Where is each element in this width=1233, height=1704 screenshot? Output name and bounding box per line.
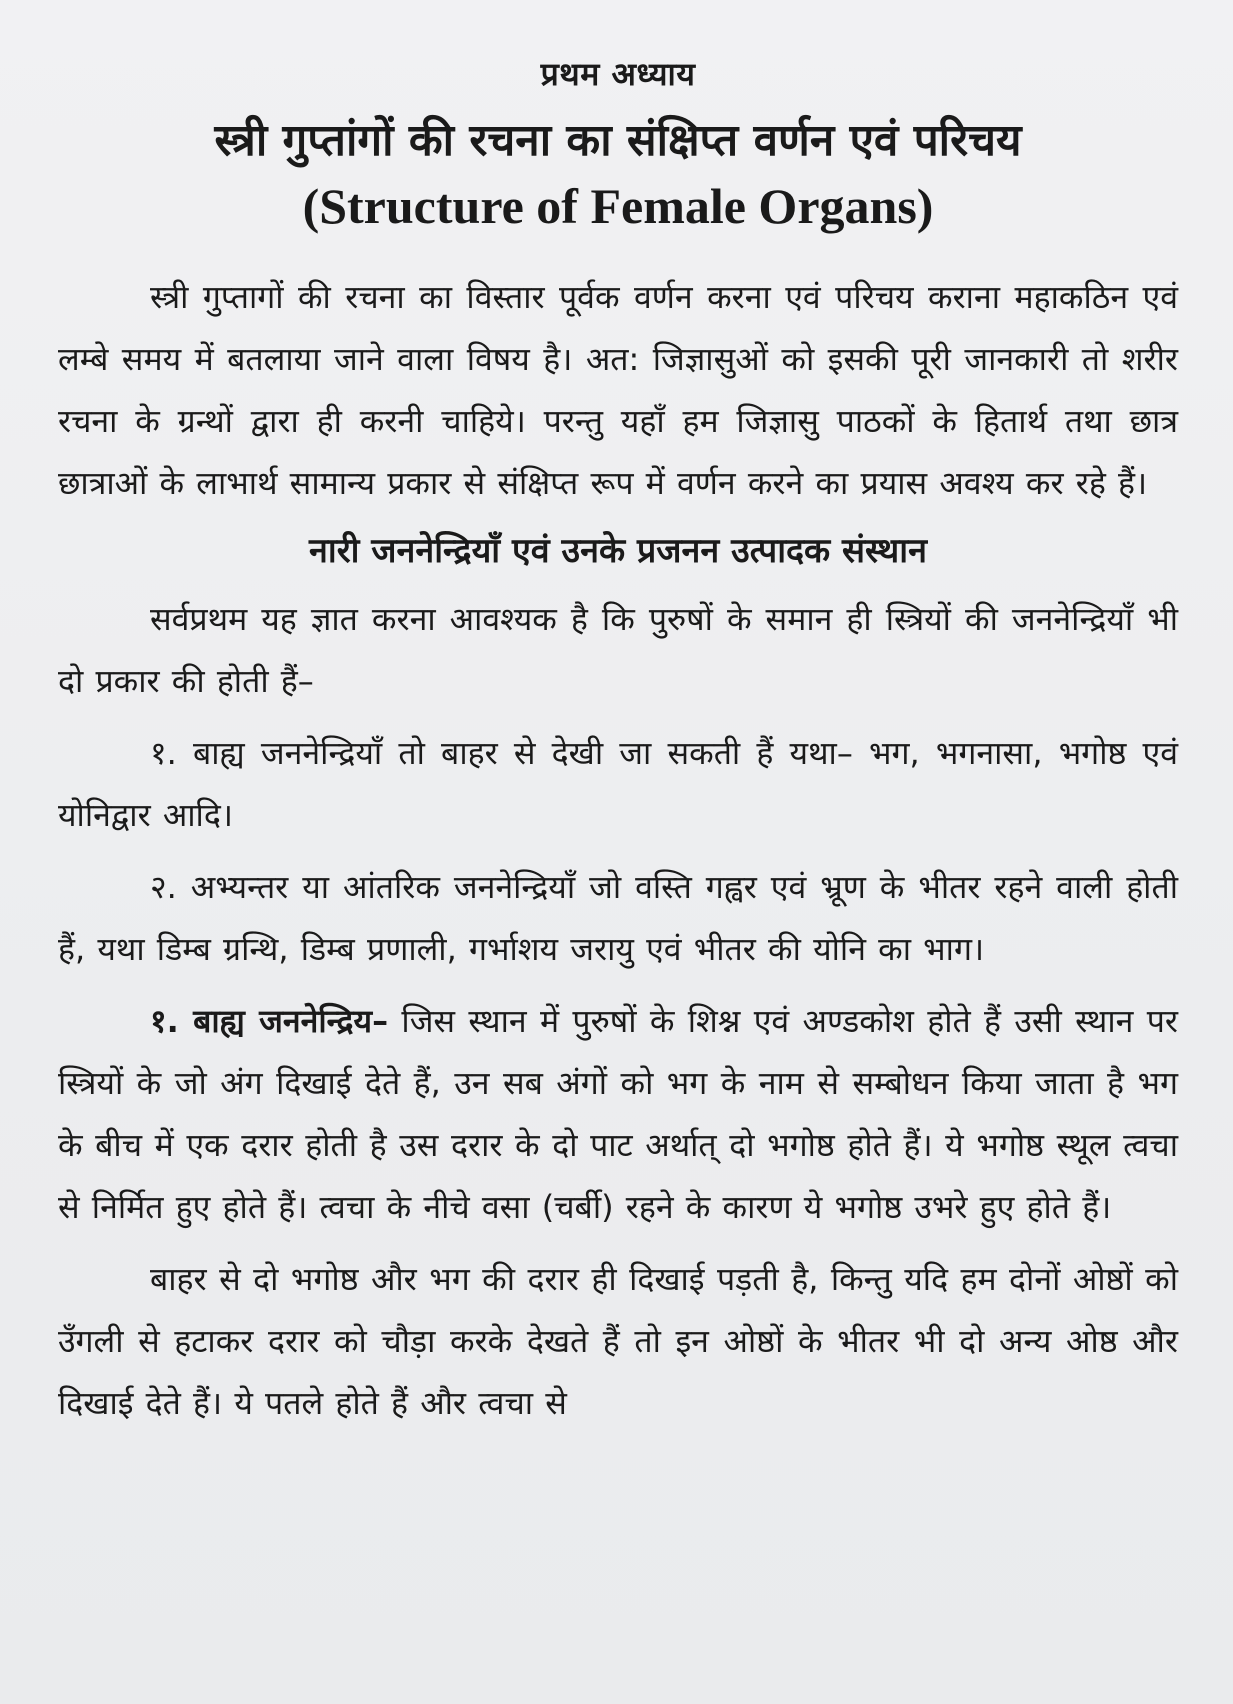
title-hindi: स्त्री गुप्तांगों की रचना का संक्षिप्त वर्णन एवं परिचय [214, 115, 1022, 166]
point-2-paragraph: २. अभ्यन्तर या आंतरिक जननेन्द्रियाँ जो वस्ति गह्वर एवं भ्रूण के भीतर रहने वाली होती हैं, यथा डिम्ब ग्रन्थि, डिम्ब प्रणाली, गर्भाशय जरायु एवं भीतर की योनि का भाग। [58, 867, 1178, 968]
chapter-label: प्रथम अध्याय [540, 55, 696, 93]
section-heading: नारी जननेन्द्रियाँ एवं उनके प्रजनन उत्पादक संस्थान [309, 531, 927, 571]
final-paragraph: बाहर से दो भगोष्ठ और भग की दरार ही दिखाई पड़ती है, किन्तु यदि हम दोनों ओष्ठों को उँगली से हटाकर दरार को चौड़ा करके देखते हैं तो इन ओष्ठों के भीतर भी दो अन्य ओष्ठ और दिखाई देते हैं। ये पतले होते हैं और त्वचा से [58, 1259, 1178, 1422]
external-organs-text: जिस स्थान में पुरुषों के शिश्न एवं अण्डकोश होते हैं उसी स्थान पर स्त्रियों के जो अंग दिखाई देते हैं, उन सब अंगों को भग के नाम से सम्बोधन किया जाता है भग के बीच में एक दरार होती है उस दरार के दो पाट अर्थात् दो भगोष्ठ होते हैं। ये भगोष्ठ स्थूल त्वचा से निर्मित हुए होते हैं। त्वचा के नीचे वसा (चर्बी) रहने के कारण ये भगोष्ठ उभरे हुए होते हैं। [58, 1001, 1178, 1226]
external-organs-lead: १. बाह्य जननेन्द्रिय– [150, 1001, 389, 1040]
section-intro-paragraph: सर्वप्रथम यह ज्ञात करना आवश्यक है कि पुरुषों के समान ही स्त्रियों की जननेन्द्रियाँ भी दो प्रकार की होती हैं– [58, 599, 1178, 700]
intro-paragraph: स्त्री गुप्तागों की रचना का विस्तार पूर्वक वर्णन करना एवं परिचय कराना महाकठिन एवं लम्बे समय में बतलाया जाने वाला विषय है। अत: जिज्ञासुओं को इसकी पूरी जानकारी तो शरीर रचना के ग्रन्थों द्वारा ही करनी चाहिये। परन्तु यहाँ हम जिज्ञासु पाठकों के हितार्थ तथा छात्र छात्राओं के लाभार्थ सामान्य प्रकार से संक्षिप्त रूप में वर्णन करने का प्रयास अवश्य कर रहे हैं। [58, 278, 1178, 502]
point-1-paragraph: १. बाह्य जननेन्द्रियाँ तो बाहर से देखी जा सकती हैं यथा– भग, भगनासा, भगोष्ठ एवं योनिद्वार आदि। [58, 733, 1178, 834]
external-organs-paragraph [58, 990, 1178, 1238]
title-english: (Structure of Female Organs) [302, 178, 934, 234]
